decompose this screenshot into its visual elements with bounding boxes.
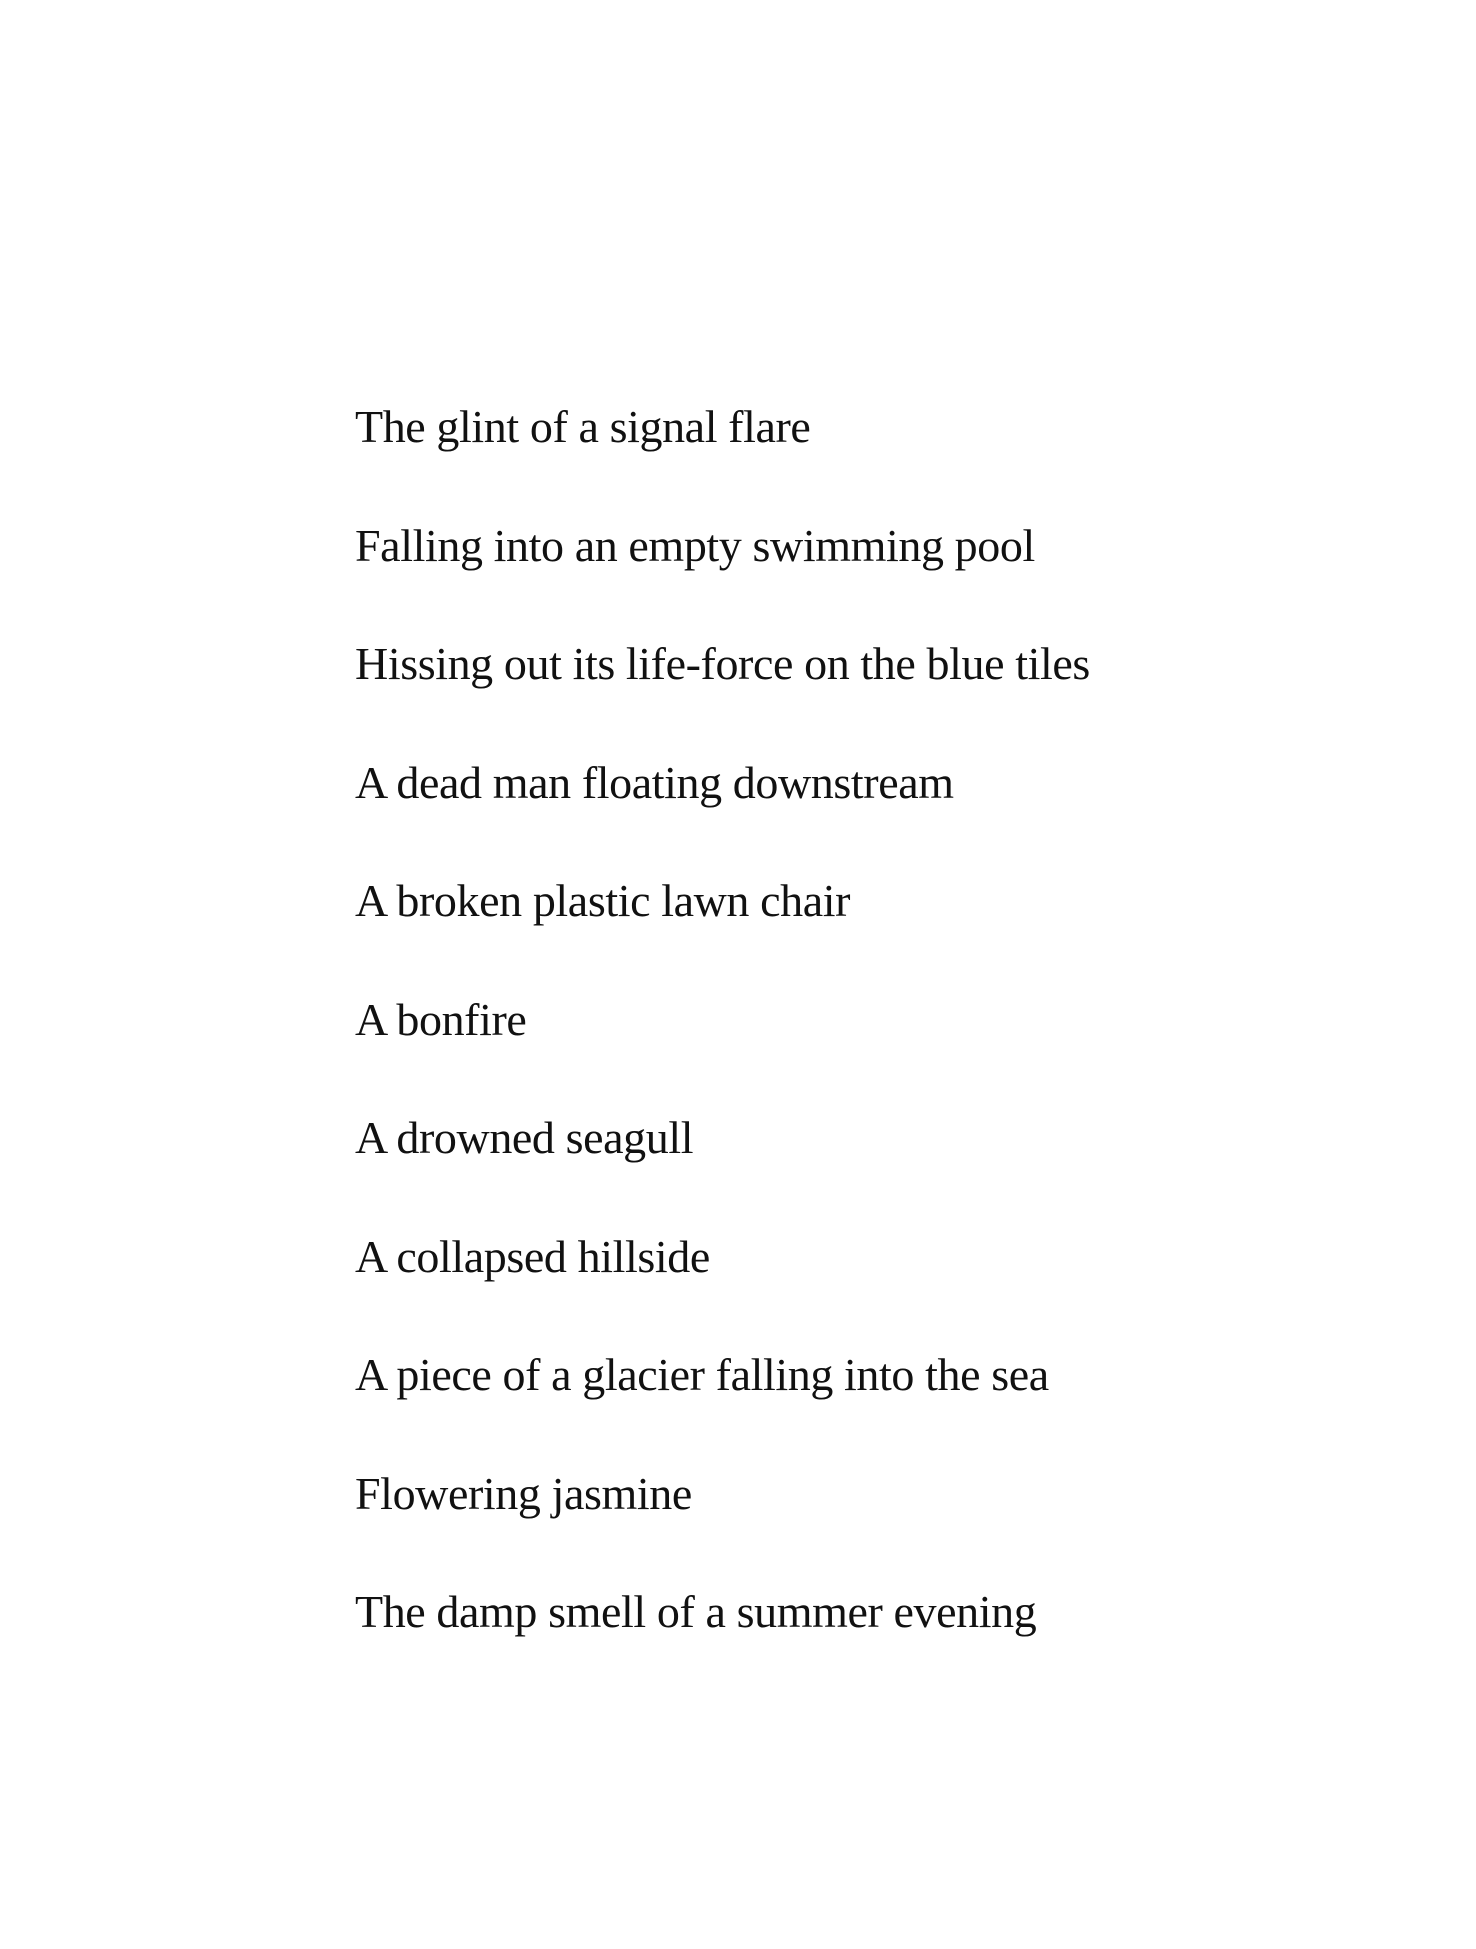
poem-line: The glint of a signal flare — [355, 401, 811, 452]
poem-line: Flowering jasmine — [355, 1467, 692, 1519]
poem-line: A collapsed hillside — [355, 1230, 710, 1282]
poem-line: The damp smell of a summer evening — [355, 1586, 1037, 1637]
poem-line: Hissing out its life-force on the blue tiles — [355, 638, 1090, 689]
poem-line: Falling into an empty swimming pool — [355, 519, 1035, 571]
poem-line: A piece of a glacier falling into the sea — [355, 1349, 1049, 1400]
poem-line: A broken plastic lawn chair — [355, 875, 851, 926]
poem-line: A bonfire — [355, 993, 527, 1045]
poem-line: A drowned seagull — [355, 1112, 694, 1163]
poem-line: A dead man floating downstream — [355, 756, 954, 808]
poem — [355, 368, 1090, 1672]
